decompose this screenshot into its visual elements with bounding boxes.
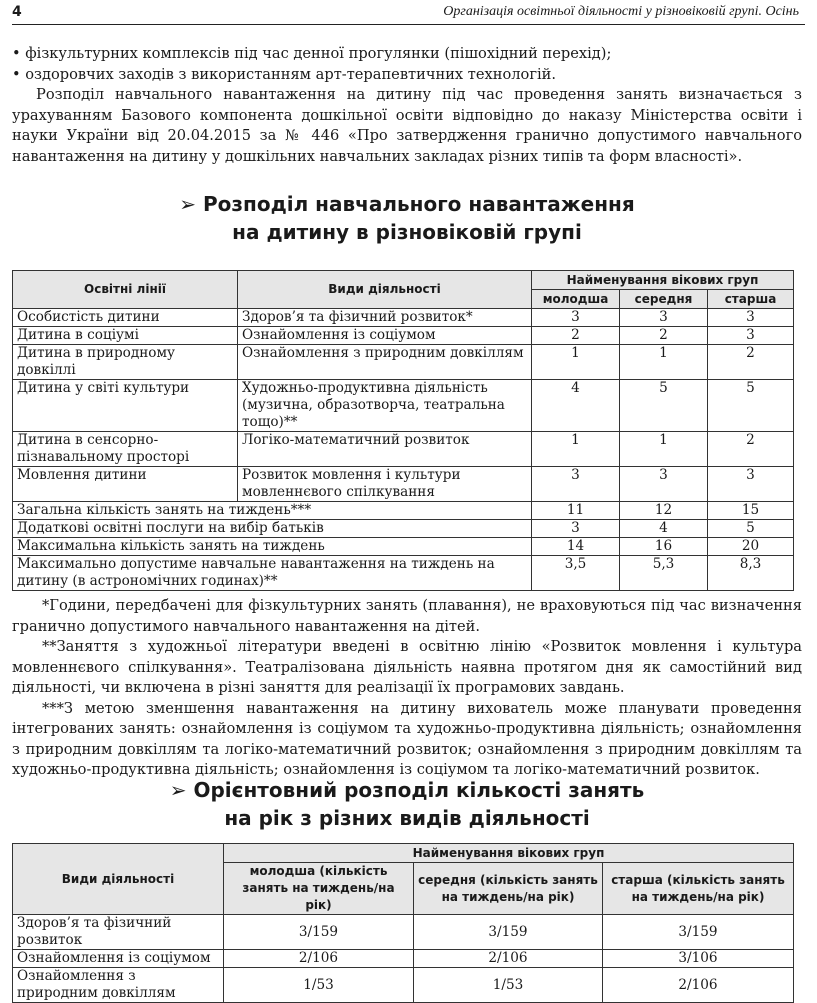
cell-value: 5 <box>708 380 794 432</box>
total-row <box>13 520 794 538</box>
cell-value: 3/159 <box>414 915 603 950</box>
cell-line: Дитина в сенсорно-пізнавальному просторі <box>13 432 238 467</box>
table-row <box>13 309 794 327</box>
cell-activity: Здоров’я та фізичний розвиток <box>13 915 224 950</box>
cell-value: 1 <box>620 345 708 380</box>
table-row <box>13 950 794 968</box>
col-header-junior: молодша (кількість занять на тиждень/на рік) <box>224 863 414 915</box>
intro-text <box>12 44 802 167</box>
col-header-middle: середня <box>620 290 708 309</box>
cell-activity: Розвиток мовлення і культури мовленнєвого спілкування <box>238 467 532 502</box>
cell-value: 12 <box>620 502 708 520</box>
table-row <box>13 968 794 1003</box>
cell-activity: Ознайомлення із соціумом <box>238 327 532 345</box>
cell-value: 3 <box>708 467 794 502</box>
cell-value: 20 <box>708 538 794 556</box>
cell-value: 3/159 <box>224 915 414 950</box>
col-header-senior: старша <box>708 290 794 309</box>
cell-value: 3/159 <box>603 915 794 950</box>
table-row <box>13 915 794 950</box>
footnote-1: *Години, передбачені для фізкультурних занять (плавання), не враховуються під час визначення гранично допустимого навчального навантаження на дітей. <box>12 597 802 635</box>
cell-value: 3/106 <box>603 950 794 968</box>
cell-value: 2/106 <box>414 950 603 968</box>
bullet-item: • фізкультурних комплексів під час денної прогулянки (пішохідний перехід); <box>12 45 612 62</box>
cell-value: 14 <box>532 538 620 556</box>
total-row <box>13 502 794 520</box>
annual-distribution-table <box>12 843 794 1003</box>
col-header-lines: Освітні лінії <box>13 271 238 309</box>
col-header-middle: середня (кількість занять на тиждень/на рік) <box>414 863 603 915</box>
section2-title <box>12 776 802 832</box>
cell-value: 5,3 <box>620 556 708 591</box>
cell-value: 2 <box>708 432 794 467</box>
table-row <box>13 327 794 345</box>
table-row <box>13 380 794 432</box>
page-number: 4 <box>12 4 22 20</box>
cell-value: 3 <box>708 327 794 345</box>
cell-value: 2 <box>708 345 794 380</box>
cell-activity: Ознайомлення із соціумом <box>13 950 224 968</box>
cell-activity: Здоров’я та фізичний розвиток* <box>238 309 532 327</box>
cell-value: 3 <box>620 309 708 327</box>
cell-value: 3 <box>532 309 620 327</box>
section1-title-line1: ➢ Розподіл навчального навантаження <box>179 192 635 216</box>
cell-value: 3 <box>532 467 620 502</box>
cell-activity: Художньо-продуктивна діяльність (музична, образотворча, театральна тощо)** <box>238 380 532 432</box>
cell-value: 3 <box>708 309 794 327</box>
cell-value: 2/106 <box>224 950 414 968</box>
cell-value: 5 <box>708 520 794 538</box>
cell-value: 3 <box>620 467 708 502</box>
cell-value: 2 <box>620 327 708 345</box>
cell-value: 1/53 <box>224 968 414 1003</box>
cell-line: Мовлення дитини <box>13 467 238 502</box>
cell-total-label: Максимально допустиме навчальне навантаження на тиждень на дитину (в астрономічних годинах)** <box>13 556 532 591</box>
cell-total-label: Додаткові освітні послуги на вибір батьків <box>13 520 532 538</box>
col-header-age-groups: Найменування вікових груп <box>224 844 794 863</box>
cell-value: 2/106 <box>603 968 794 1003</box>
col-header-activities: Види діяльності <box>238 271 532 309</box>
cell-value: 15 <box>708 502 794 520</box>
section1-title-line2: на дитину в різновіковій групі <box>232 220 582 244</box>
col-header-activities: Види діяльності <box>13 844 224 915</box>
cell-line: Дитина у світі культури <box>13 380 238 432</box>
cell-value: 4 <box>620 520 708 538</box>
footnote-3: ***З метою зменшення навантаження на дитину вихователь може планувати проведення інтегрованих занять: ознайомлення із соціумом та художньо-продуктивна діяльність; ознайомлення з природним довкіллям та логіко-математичний розвиток; ознайомлення з природним довкіллям та художньо-продуктивна діяльність; ознайомлення із соціумом та логіко-математичний розвиток. <box>12 699 802 778</box>
section2-title-line2: на рік з різних видів діяльності <box>224 806 590 830</box>
cell-value: 1 <box>532 432 620 467</box>
cell-activity: Ознайомлення з природним довкіллям <box>238 345 532 380</box>
footnote-2: **Заняття з художньої літератури введені в освітню лінію «Розвиток мовлення і культура мовленнєвого спілкування». Театралізована діяльність наявна протягом дня як самостійний вид діяльності, чи включена в різні заняття для реалізації їх програмових завдань. <box>12 638 802 696</box>
intro-paragraph: Розподіл навчального навантаження на дитину під час проведення занять визначається з урахуванням Базового компонента дошкільної освіти відповідно до наказу Міністерства освіти і науки України від 20.04.2015 за № 446 «Про затвердження гранично допустимого навчального навантаження на дитину у дошкільних навчальних закладах різних типів та форм власності». <box>12 86 802 165</box>
cell-activity: Логіко-математичний розвиток <box>238 432 532 467</box>
cell-value: 2 <box>532 327 620 345</box>
table-row <box>13 467 794 502</box>
cell-activity: Ознайомлення з природним довкіллям <box>13 968 224 1003</box>
cell-value: 1 <box>532 345 620 380</box>
load-distribution-table <box>12 270 794 591</box>
cell-value: 5 <box>620 380 708 432</box>
cell-value: 11 <box>532 502 620 520</box>
col-header-junior: молодша <box>532 290 620 309</box>
cell-value: 3 <box>532 520 620 538</box>
col-header-age-groups: Найменування вікових груп <box>532 271 794 290</box>
cell-line: Дитина в соціумі <box>13 327 238 345</box>
cell-value: 1 <box>620 432 708 467</box>
total-row <box>13 556 794 591</box>
section1-title <box>12 190 802 246</box>
cell-value: 8,3 <box>708 556 794 591</box>
cell-line: Дитина в природному довкіллі <box>13 345 238 380</box>
cell-value: 1/53 <box>414 968 603 1003</box>
cell-value: 3,5 <box>532 556 620 591</box>
total-row <box>13 538 794 556</box>
running-header <box>12 2 805 25</box>
cell-line: Особистість дитини <box>13 309 238 327</box>
bullet-item: • оздоровчих заходів з використанням арт-терапевтичних технологій. <box>12 65 556 83</box>
running-title: Організація освітньої діяльності у різновіковій групі. Осінь <box>443 4 799 19</box>
table-row <box>13 345 794 380</box>
cell-value: 16 <box>620 538 708 556</box>
cell-total-label: Загальна кількість занять на тиждень*** <box>13 502 532 520</box>
section2-title-line1: ➢ Орієнтовний розподіл кількості занять <box>169 778 645 802</box>
table-row <box>13 432 794 467</box>
footnotes <box>12 596 802 781</box>
col-header-senior: старша (кількість занять на тиждень/на рік) <box>603 863 794 915</box>
cell-value: 4 <box>532 380 620 432</box>
cell-total-label: Максимальна кількість занять на тиждень <box>13 538 532 556</box>
